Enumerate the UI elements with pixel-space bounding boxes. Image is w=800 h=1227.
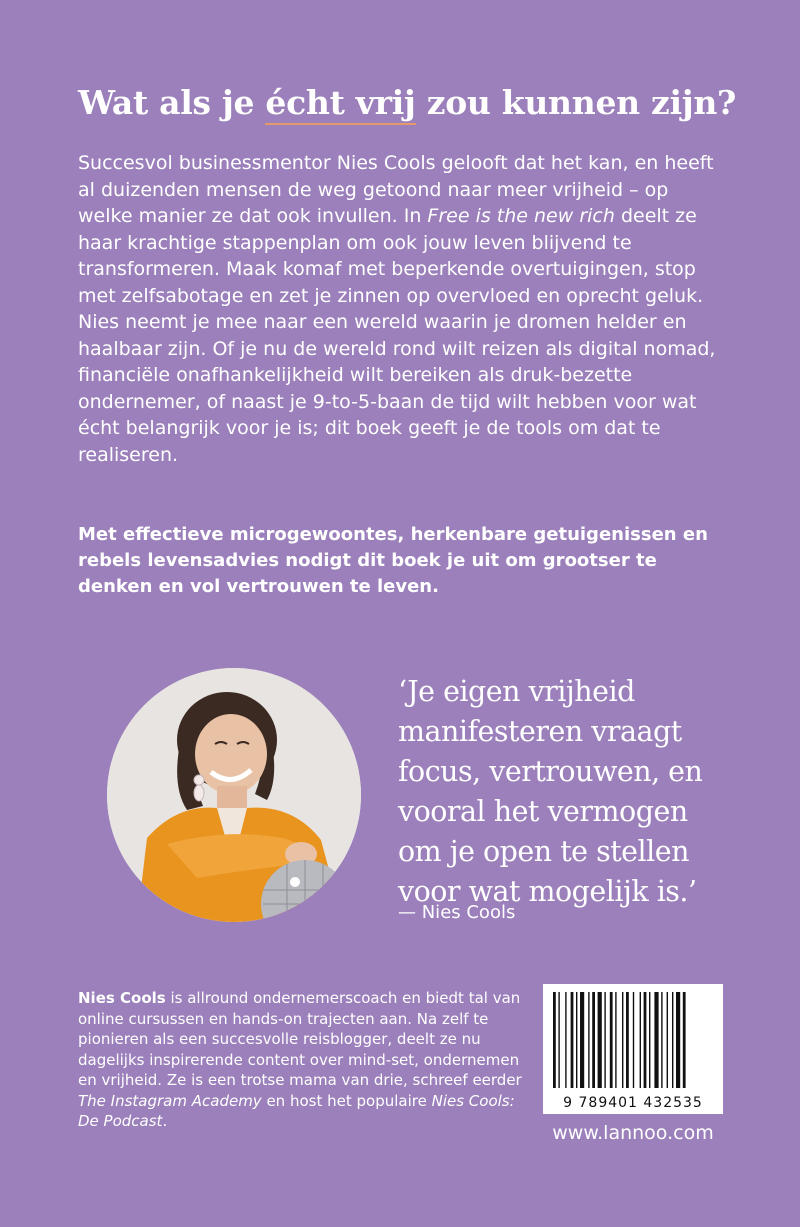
barcode-bar [676,992,680,1088]
isbn-number: 9 789401 432535 [563,1095,703,1111]
headline-end: zou kunnen zijn? [415,83,737,122]
author-photo [107,668,361,922]
barcode-bar [571,992,574,1088]
barcode-bar [576,992,577,1088]
barcode-bar [661,992,662,1088]
barcode-bar [672,992,673,1088]
quote-line: manifesteren vraagt [398,715,682,748]
intro-p1-end: deelt ze haar krachtige stappenplan om ook jouw leven blijvend te transformeren. Maak komaf met beperkende overtuigingen, stop met zelfsabotage en zet je zinnen op overvloed en oprecht geluk. [78,205,704,307]
barcode [543,984,723,1114]
bio-text-3: . [162,1112,168,1130]
quote-line: focus, vertrouwen, en [398,755,703,788]
barcode-bar [588,992,589,1088]
barcode-bar [622,992,623,1088]
barcode-bar [610,992,613,1088]
barcode-bar [644,992,647,1088]
barcode-bar [604,992,605,1088]
quote-line: vooral het vermogen [398,795,688,828]
barcode-bar [580,992,584,1088]
barcode-bar [654,992,658,1088]
quote-line: ‘Je eigen vrijheid [398,675,635,708]
author-bio [78,988,538,1132]
intro-text [78,150,728,468]
barcode-bar [615,992,616,1088]
barcode-image [543,984,723,1092]
barcode-bar [592,992,595,1088]
bio-text-1: is allround ondernemerscoach en biedt tal van online cursussen en hands-on trajecten aan. Na zelf te pionieren als een succesvolle reisblogger, deelt ze nu dagelijks inspirerende content over mind-set, ondernemen en vrijheid. Ze is een trotse mama van drie, schreef eerder [78,989,522,1089]
barcode-bar [553,992,556,1088]
barcode-bar [683,992,686,1088]
barcode-bar [626,992,629,1088]
publisher-website: www.lannoo.com [552,1122,714,1144]
intro-p1-start: Succesvol businessmentor Nies Cools gelooft dat het kan, en heeft al duizenden mensen de weg getoond naar meer vrijheid – op welke manier ze dat ook invullen. In [78,152,714,227]
headline [78,80,758,126]
author-portrait-image [107,668,361,922]
quote-line: om je open te stellen [398,835,689,868]
bio-text-2: en host het populaire [261,1091,432,1110]
quote-attribution: — Nies Cools [398,902,516,923]
pull-quote [398,672,788,912]
previous-book-title: The Instagram Academy [78,1091,262,1110]
headline-start: Wat als je [78,83,266,122]
quote-line: voor wat mogelijk is.’ [398,875,697,908]
intro-paragraph-1 [78,150,728,309]
barcode-bar [640,992,641,1088]
podcast-title: Nies Cools: De Podcast [78,1091,515,1130]
barcode-bar [649,992,650,1088]
barcode-bar [633,992,634,1088]
barcode-bar [565,992,566,1088]
lead-statement: Met effectieve microgewoontes, herkenbare getuigenissen en rebels levensadvies nodigt dit boek je uit om grootser te denken en vol vertrouwen te leven. [78,524,708,597]
book-title: Free is the new rich [427,205,615,227]
barcode-bar [598,992,602,1088]
barcode-bar [558,992,559,1088]
barcode-bar [667,992,668,1088]
intro-paragraph-2: Nies neemt je mee naar een wereld waarin je dromen helder en haalbaar zijn. Of je nu de wereld rond wilt reizen als digital nomad, financiële onafhankelijkheid wilt bereiken als druk-bezette ondernemer, of naast je 9-to-5-baan de tijd wilt hebben voor wat écht belangrijk voor je is; dit boek geeft je de tools om dat te realiseren. [78,311,716,466]
author-name: Nies Cools [78,989,166,1007]
headline-highlight: écht vrij [265,83,415,125]
